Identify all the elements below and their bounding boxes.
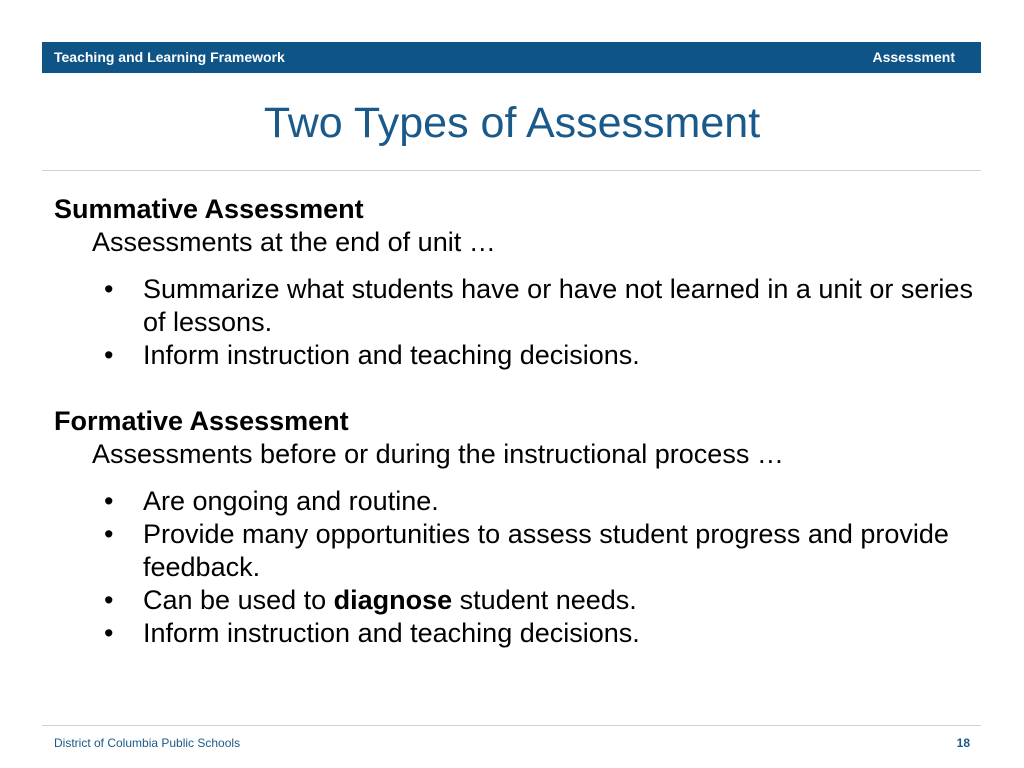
header-framework-label: Teaching and Learning Framework (54, 49, 285, 65)
bullet-item (54, 518, 984, 584)
section-heading-summative: Summative Assessment (54, 194, 364, 224)
bullet-dot-icon: • (104, 486, 114, 516)
bullet-dot-icon: • (104, 340, 114, 370)
bullet-list-formative (54, 485, 984, 650)
slide-title: Two Types of Assessment (263, 99, 761, 147)
bullet-text-after: student needs. (452, 585, 637, 615)
page-number: 18 (956, 736, 970, 750)
bullet-emphasis: diagnose (333, 585, 453, 615)
bullet-text: Inform instruction and teaching decisions. (143, 618, 640, 648)
bullet-dot-icon: • (104, 519, 114, 549)
bullet-text-before: Can be used to (143, 585, 334, 615)
bullet-item (54, 273, 984, 339)
bullet-item (54, 584, 984, 617)
header-bar (42, 42, 981, 73)
header-section-label: Assessment (872, 49, 955, 65)
bullet-list-summative (54, 273, 984, 372)
section-subheading-formative: Assessments before or during the instructional process … (92, 439, 784, 469)
slide-content (54, 193, 984, 650)
title-divider (42, 170, 981, 171)
bullet-item (54, 485, 984, 518)
bullet-text: Inform instruction and teaching decisions. (143, 340, 640, 370)
footer-divider (42, 725, 981, 726)
bullet-text: Provide many opportunities to assess student progress and provide feedback. (143, 519, 949, 582)
bullet-dot-icon: • (104, 618, 114, 648)
bullet-text: Summarize what students have or have not learned in a unit or series of lessons. (143, 274, 973, 337)
bullet-item (54, 617, 984, 650)
section-heading-formative: Formative Assessment (54, 406, 349, 436)
bullet-dot-icon: • (104, 585, 114, 615)
bullet-text: Are ongoing and routine. (143, 486, 439, 516)
section-subheading-summative: Assessments at the end of unit … (92, 227, 496, 257)
bullet-dot-icon: • (104, 274, 114, 304)
footer-organization: District of Columbia Public Schools (54, 736, 241, 750)
bullet-item (54, 339, 984, 372)
